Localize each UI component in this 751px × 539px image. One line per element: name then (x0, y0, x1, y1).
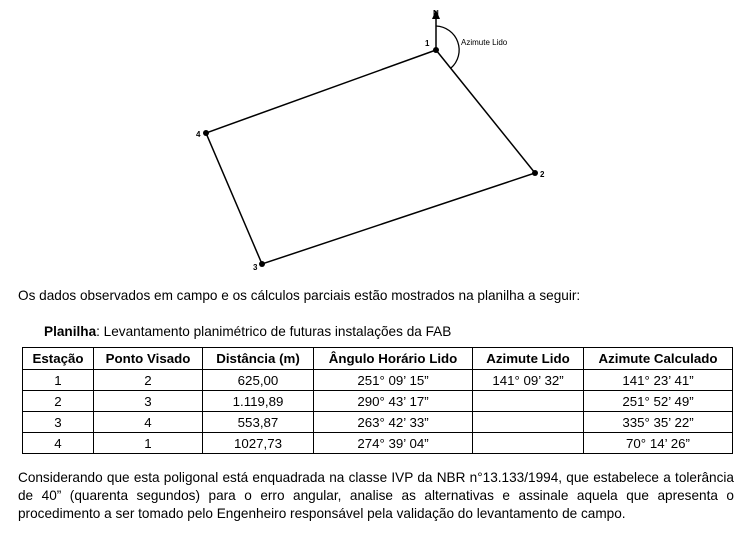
cell-azimute-lido: 141° 09’ 32” (473, 370, 584, 391)
cell-angulo: 251° 09’ 15” (314, 370, 473, 391)
station-point-2 (532, 170, 538, 176)
survey-table (22, 347, 733, 454)
cell-azimute-lido (473, 412, 584, 433)
north-label: N (433, 9, 439, 18)
station-point-3 (259, 261, 265, 267)
cell-ponto-visado: 4 (94, 412, 203, 433)
cell-azimute-calculado: 335° 35’ 22” (584, 412, 733, 433)
table-row (23, 370, 733, 391)
cell-angulo: 274° 39’ 04” (314, 433, 473, 454)
header-azimute-calculado: Azimute Calculado (584, 348, 733, 370)
cell-ponto-visado: 3 (94, 391, 203, 412)
cell-azimute-calculado: 251° 52’ 49” (584, 391, 733, 412)
cell-distancia: 1.119,89 (203, 391, 314, 412)
station-label-4: 4 (196, 130, 201, 139)
caption-bold: Planilha (44, 324, 97, 339)
caption-rest: : Levantamento planimétrico de futuras instalações da FAB (96, 324, 452, 339)
station-point-1 (433, 47, 439, 53)
cell-azimute-lido (473, 433, 584, 454)
cell-estacao: 2 (23, 391, 94, 412)
header-azimute-lido: Azimute Lido (473, 348, 584, 370)
header-estacao: Estação (23, 348, 94, 370)
cell-estacao: 4 (23, 433, 94, 454)
intro-text: Os dados observados em campo e os cálculos parciais estão mostrados na planilha a seguir: (18, 288, 581, 303)
cell-ponto-visado: 1 (94, 433, 203, 454)
station-label-1: 1 (425, 39, 430, 48)
cell-distancia: 625,00 (203, 370, 314, 391)
header-angulo: Ângulo Horário Lido (314, 348, 473, 370)
header-distancia: Distância (m) (203, 348, 314, 370)
azimuth-arc (436, 26, 459, 68)
station-point-4 (203, 130, 209, 136)
table-row (23, 391, 733, 412)
traverse-polygon (206, 50, 535, 264)
table-header-row (23, 348, 733, 370)
cell-azimute-lido (473, 391, 584, 412)
cell-estacao: 1 (23, 370, 94, 391)
cell-distancia: 1027,73 (203, 433, 314, 454)
question-paragraph: Considerando que esta poligonal está enquadrada na classe IVP da NBR n°13.133/1994, que estabelece a tolerância de 40” (quarenta segundos) para o erro angular, analise as alternativas e assinale aquela que apresenta o procedimento a ser tomado pelo Engenheiro responsável pela validação do levantamento de campo. (18, 470, 734, 521)
table-row (23, 412, 733, 433)
cell-azimute-calculado: 141° 23’ 41” (584, 370, 733, 391)
cell-azimute-calculado: 70° 14’ 26” (584, 433, 733, 454)
cell-angulo: 290° 43’ 17” (314, 391, 473, 412)
cell-angulo: 263° 42’ 33” (314, 412, 473, 433)
header-ponto-visado: Ponto Visado (94, 348, 203, 370)
cell-estacao: 3 (23, 412, 94, 433)
cell-distancia: 553,87 (203, 412, 314, 433)
table-caption (44, 324, 451, 339)
cell-ponto-visado: 2 (94, 370, 203, 391)
table-row (23, 433, 733, 454)
station-label-2: 2 (540, 170, 545, 179)
azimuth-label: Azimute Lido (461, 38, 508, 47)
station-label-3: 3 (253, 263, 258, 272)
